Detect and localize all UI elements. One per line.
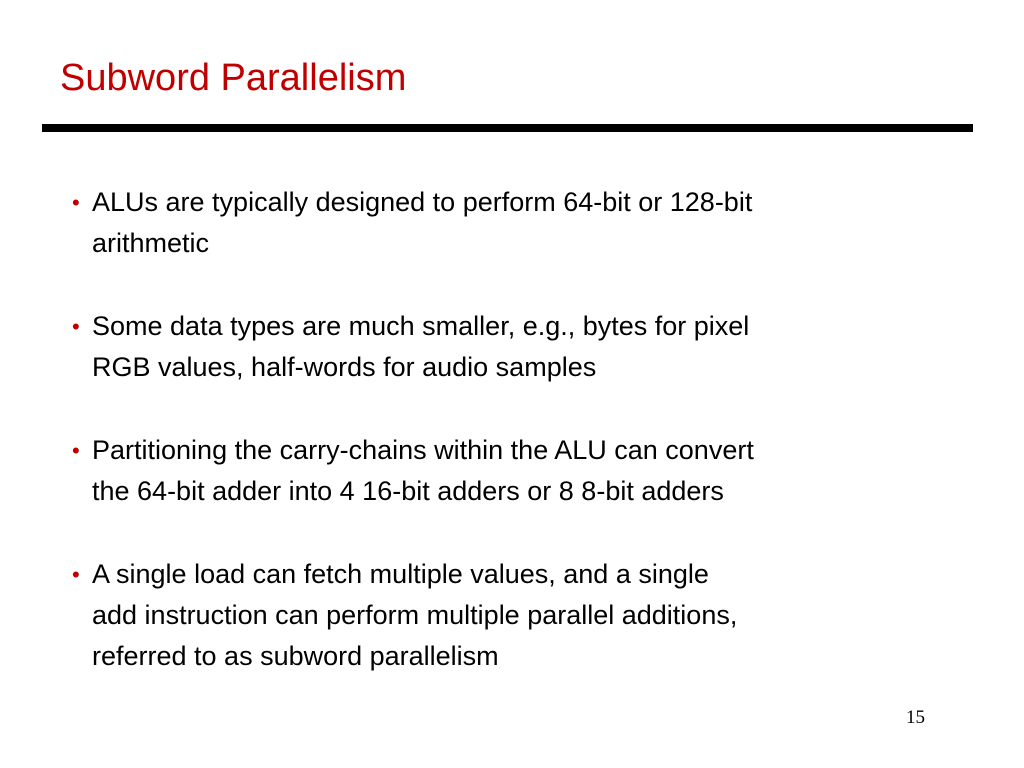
bullet-text-line: add instruction can perform multiple parallel additions, (92, 600, 738, 630)
bullet-list (72, 182, 972, 719)
bullet-item (72, 554, 972, 677)
bullet-text-line: Some data types are much smaller, e.g., bytes for pixel (92, 311, 750, 341)
page-number: 15 (906, 707, 925, 728)
bullet-text-line: A single load can fetch multiple values, and a single (92, 559, 709, 589)
bullet-text-line: the 64-bit adder into 4 16-bit adders or 8 8-bit adders (92, 476, 724, 506)
bullet-text-line: RGB values, half-words for audio samples (92, 352, 597, 382)
bullet-text-line: Partitioning the carry-chains within the ALU can convert (92, 435, 754, 465)
bullet-marker: • (72, 562, 80, 587)
bullet-marker: • (72, 438, 80, 463)
bullet-item (72, 182, 972, 264)
bullet-text-line: ALUs are typically designed to perform 64-bit or 128-bit (92, 187, 753, 217)
bullet-text-line: arithmetic (92, 228, 210, 258)
bullet-marker: • (72, 190, 80, 215)
bullet-item (72, 430, 972, 512)
bullet-text-line: referred to as subword parallelism (92, 641, 499, 671)
bullet-item (72, 306, 972, 388)
title-divider (42, 124, 973, 132)
bullet-marker: • (72, 314, 80, 339)
slide-title: Subword Parallelism (60, 57, 407, 99)
